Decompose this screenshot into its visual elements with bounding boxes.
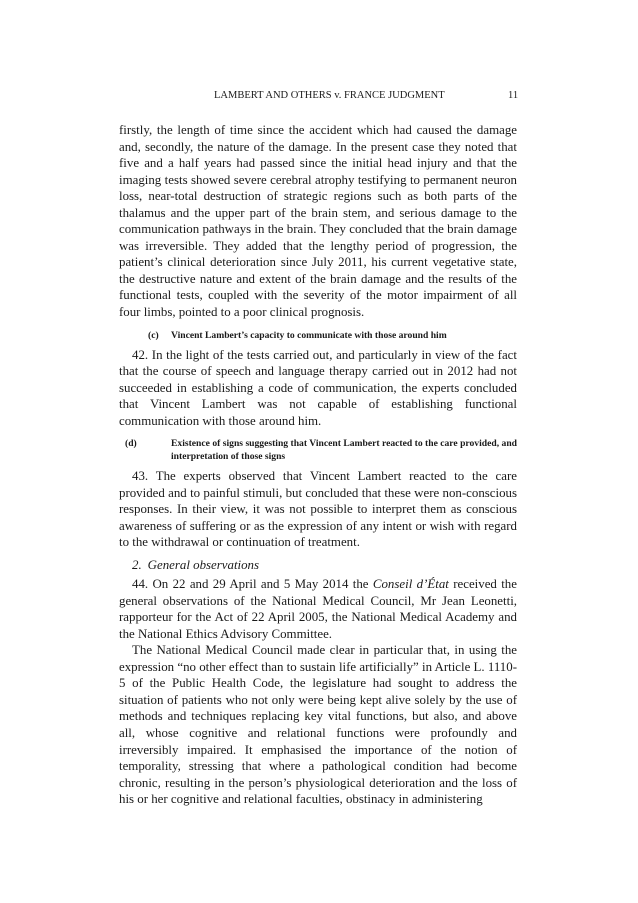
page-number: 11: [508, 90, 519, 101]
running-header: [0, 90, 638, 106]
subheading-d-text: Existence of signs suggesting that Vincent Lambert reacted to the care provided, and interpretation of those signs: [171, 438, 517, 463]
header-title: LAMBERT AND OTHERS v. FRANCE JUDGMENT: [214, 90, 445, 101]
paragraph-44-end: received the general observations of the National Medical Council, Mr Jean Leonetti, rapporteur for the Act of 22 April 2005, the National Medical Academy and the National Ethics Advisory Committee.: [119, 577, 517, 641]
section-title: General observations: [147, 558, 260, 573]
section-heading: [119, 557, 517, 573]
subheading-c: [119, 329, 517, 342]
subheading-d-letter: (d): [125, 438, 137, 450]
paragraph-42: 42. In the light of the tests carried out, and particularly in view of the fact that the course of speech and language therapy carried out in 2012 had not succeeded in establishing a code of communication, the experts concluded that Vincent Lambert was not capable of establishing functional communication with those around him.: [119, 347, 517, 428]
paragraph-43: 43. The experts observed that Vincent Lambert reacted to the care provided and to painful stimuli, but concluded that these were non-conscious responses. In their view, it was not possible to interpret them as conscious awareness of suffering or as the expression of any intent or wish with regard to the withdrawal or continuation of treatment.: [119, 469, 517, 550]
subheading-c-letter: (c): [148, 329, 159, 341]
paragraph-44: [119, 576, 517, 642]
paragraph-44-italic: Conseil d’État: [372, 577, 449, 592]
paragraph-44-start: 44. On 22 and 29 April and 5 May 2014 the: [132, 577, 373, 592]
paragraph-continued: firstly, the length of time since the accident which had caused the damage and, secondly, the nature of the damage. In the present case they noted that five and a half years had passed since the initial head injury and that the imaging tests showed severe cerebral atrophy testifying to permanent neuron loss, near-total destruction of strategic regions such as both parts of the thalamus and the upper part of the brain stem, and serious damage to the communication pathways in the brain. They concluded that the brain damage was irreversible. They added that the lengthy period of progression, the patient’s clinical deterioration since July 2011, his current vegetative state, the destructive nature and extent of the brain damage and the results of the functional tests, coupled with the severity of the motor impairment of all four limbs, pointed to a poor clinical prognosis.: [119, 123, 517, 320]
paragraph-national-medical-council: The National Medical Council made clear in particular that, in using the expression “no other effect than to sustain life artificially” in Article L. 1110-5 of the Public Health Code, the legislature had sought to address the situation of patients who not only were being kept alive solely by the use of methods and techniques replacing key vital functions, but also, and above all, whose cognitive and relational functions were profoundly and irreversibly impaired. It emphasised the importance of the notion of temporality, stressing that where a pathological condition had become chronic, resulting in the person’s physiological deterioration and the loss of his or her cognitive and relational faculties, obstinacy in administering: [119, 643, 517, 807]
section-number: 2.: [132, 558, 142, 573]
subheading-d: [119, 437, 517, 463]
subheading-c-text: Vincent Lambert’s capacity to communicate with those around him: [171, 329, 447, 341]
body-text: [119, 122, 517, 808]
